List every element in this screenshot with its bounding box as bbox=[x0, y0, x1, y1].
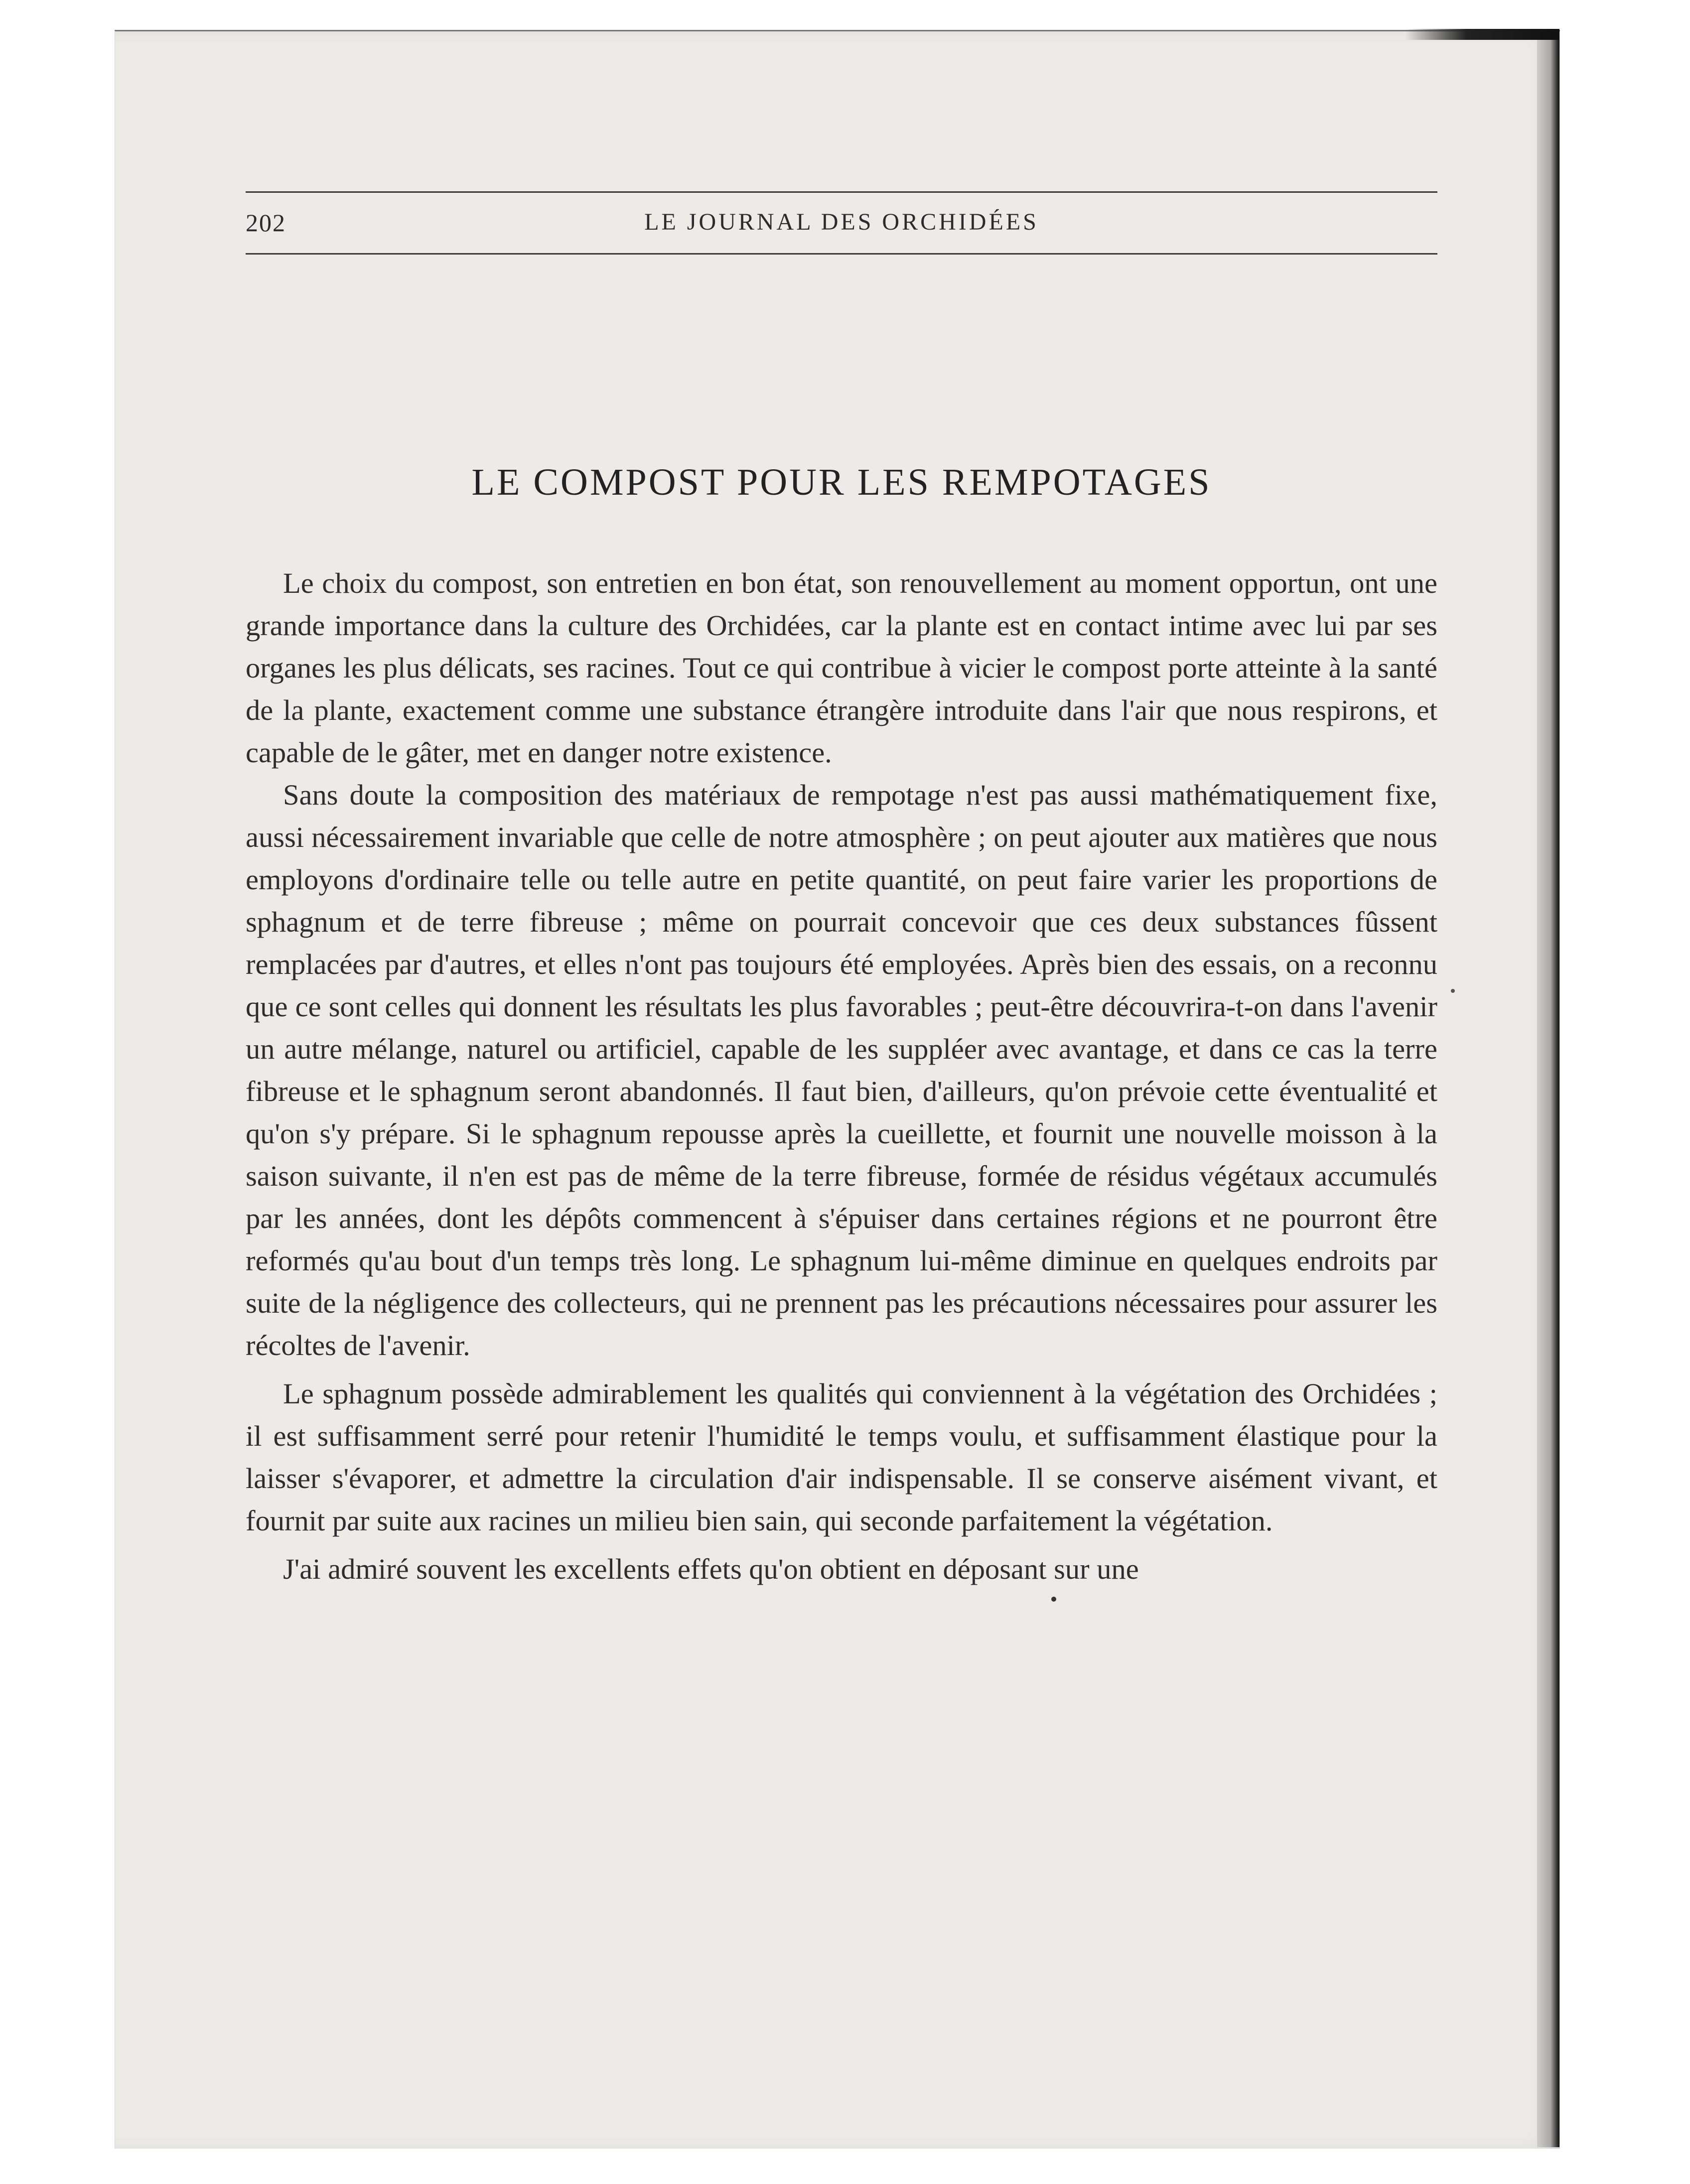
top-edge-shadow bbox=[1405, 29, 1559, 40]
article-title: LE COMPOST POUR LES REMPOTAGES bbox=[471, 461, 1212, 503]
margin-speck bbox=[1451, 989, 1455, 993]
paragraph: Sans doute la composition des matériaux de rempotage n'est pas aussi mathématiquement fixe, aussi nécessairement invariable que celle de notre atmosphère ; on peut ajouter aux matières que nous employons d'ordinaire telle ou telle autre en petite quantité, on peut faire varier les proportions de sphagnum et de terre fibreuse ; même on pourrait concevoir que ces deux substances fûssent remplacées par d'autres, et elles n'ont pas toujours été employées. Après bien des essais, on a reconnu que ce sont celles qui donnent les résultats les plus favorables ; peut-être découvrira-t-on dans l'avenir un autre mélange, naturel ou artificiel, capable de les suppléer avec avantage, et dans ce cas la terre fibreuse et le sphagnum seront abandonnés. Il faut bien, d'ailleurs, qu'on prévoie cette éventualité et qu'on s'y prépare. Si le sphagnum repousse après la cueillette, et fournit une nouvelle moisson à la saison suivante, il n'en est pas de même de la terre fibreuse, formée de résidus végétaux accumulés par les années, dont les dépôts commencent à s'épuiser dans certaines régions et ne pourront être reformés qu'au bout d'un temps très long. Le sphagnum lui-même diminue en quelques endroits par suite de la négligence des collecteurs, qui ne prennent pas les précautions nécessaires pour assurer les récoltes de l'avenir. bbox=[246, 779, 1437, 1362]
page-edge-shadow bbox=[1537, 30, 1559, 2147]
page-number: 202 bbox=[246, 209, 286, 237]
running-head bbox=[246, 208, 1437, 243]
paragraph: Le sphagnum possède admirablement les qualités qui conviennent à la végétation des Orchidées ; il est suffisamment serré pour retenir l'humidité le temps voulu, et suffisamment élastique pour la laisser s'évaporer, et admettre la circulation d'air indispensable. Il se conserve aisément vivant, et fournit par suite aux racines un milieu bien sain, qui seconde parfaitement la végétation. bbox=[246, 1377, 1437, 1537]
journal-title: LE JOURNAL DES ORCHIDÉES bbox=[644, 209, 1039, 235]
paragraph: Le choix du compost, son entretien en bon état, son renouvellement au moment opportun, ont une grande importance dans la culture des Orchidées, car la plante est en contact intime avec lui par ses organes les plus délicats, ses racines. Tout ce qui contribue à vicier le compost porte atteinte à la santé de la plante, exactement comme une substance étrangère introduite dans l'air que nous respirons, et capable de le gâter, met en danger notre existence. bbox=[246, 567, 1437, 769]
ink-speck bbox=[1051, 1597, 1056, 1602]
paragraph: J'ai admiré souvent les excellents effets qu'on obtient en déposant sur une bbox=[283, 1553, 1139, 1585]
article-body bbox=[246, 562, 1437, 1590]
header-rule-bottom bbox=[246, 253, 1437, 255]
header-rule-top bbox=[246, 191, 1437, 193]
